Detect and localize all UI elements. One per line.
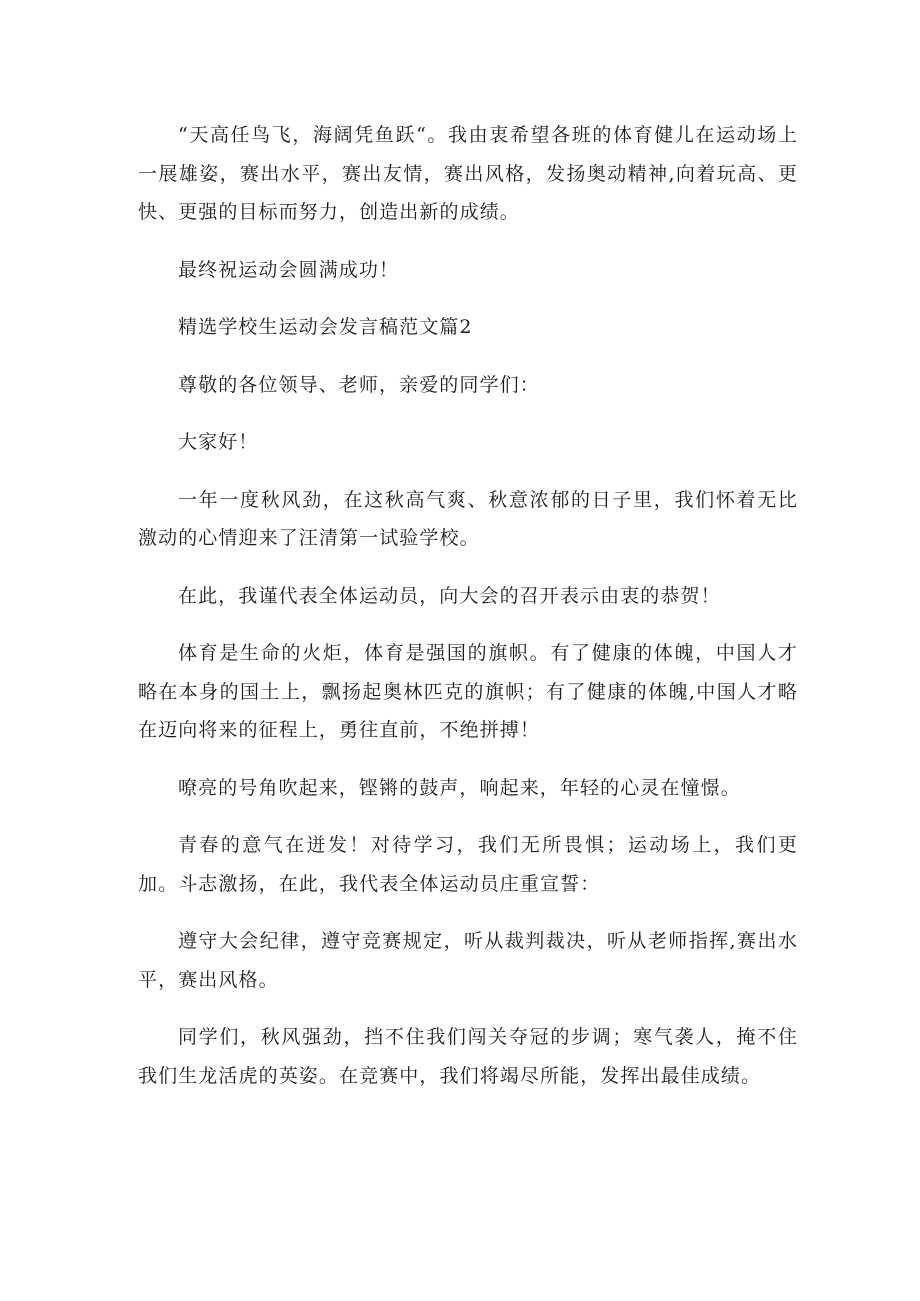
- paragraph-sports-torch: 体育是生命的火炬，体育是强国的旗帜。有了健康的体魄，中国人才略在本身的国土上，飘扬起奥林匹克的旗帜；有了健康的体魄,中国人才略在迈向将来的征程上，勇往直前，不绝拼搏！: [138, 642, 798, 741]
- paragraph-congratulations: 在此，我谨代表全体运动员，向大会的召开表示由衷的恭贺！: [178, 584, 721, 607]
- paragraph-autumn-intro: 一年一度秋风劲，在这秋高气爽、秋意浓郁的日子里，我们怀着无比激动的心情迎来了汪清第一试验学校。: [138, 488, 798, 549]
- paragraph-classmates: 同学们，秋风强劲，挡不住我们闯关夺冠的步调；寒气袭人，掩不住我们生龙活虎的英姿。在竞赛中，我们将竭尽所能，发挥出最佳成绩。: [138, 1026, 798, 1087]
- paragraph-youth-oath-intro: 青春的意气在迸发！对待学习，我们无所畏惧；运动场上，我们更加。斗志激扬，在此，我代表全体运动员庄重宣誓：: [138, 834, 798, 895]
- paragraph-horn-drum: 嘹亮的号角吹起来，铿锵的鼓声，响起来，年轻的心灵在憧憬。: [178, 776, 741, 799]
- paragraph-greeting: 大家好！: [178, 431, 259, 453]
- document-body: [138, 116, 798, 1114]
- paragraph-success-wish: 最终祝运动会圆满成功！: [178, 258, 400, 281]
- section-heading: 精选学校生运动会发言稿范文篇2: [178, 316, 473, 338]
- paragraph-closing-wish: “天高任鸟飞，海阔凭鱼跃“。我由衷希望各班的体育健儿在运动场上一展雄姿，赛出水平，赛出友情，赛出风格，发扬奥动精神,向着玩高、更快、更强的目标而努力，创造出新的成绩。: [138, 124, 798, 223]
- paragraph-salutation: 尊敬的各位领导、老师，亲爱的同学们：: [178, 373, 540, 396]
- paragraph-oath: 遵守大会纪律，遵守竞赛规定，听从裁判裁决，听从老师指挥,赛出水平，赛出风格。: [138, 930, 798, 991]
